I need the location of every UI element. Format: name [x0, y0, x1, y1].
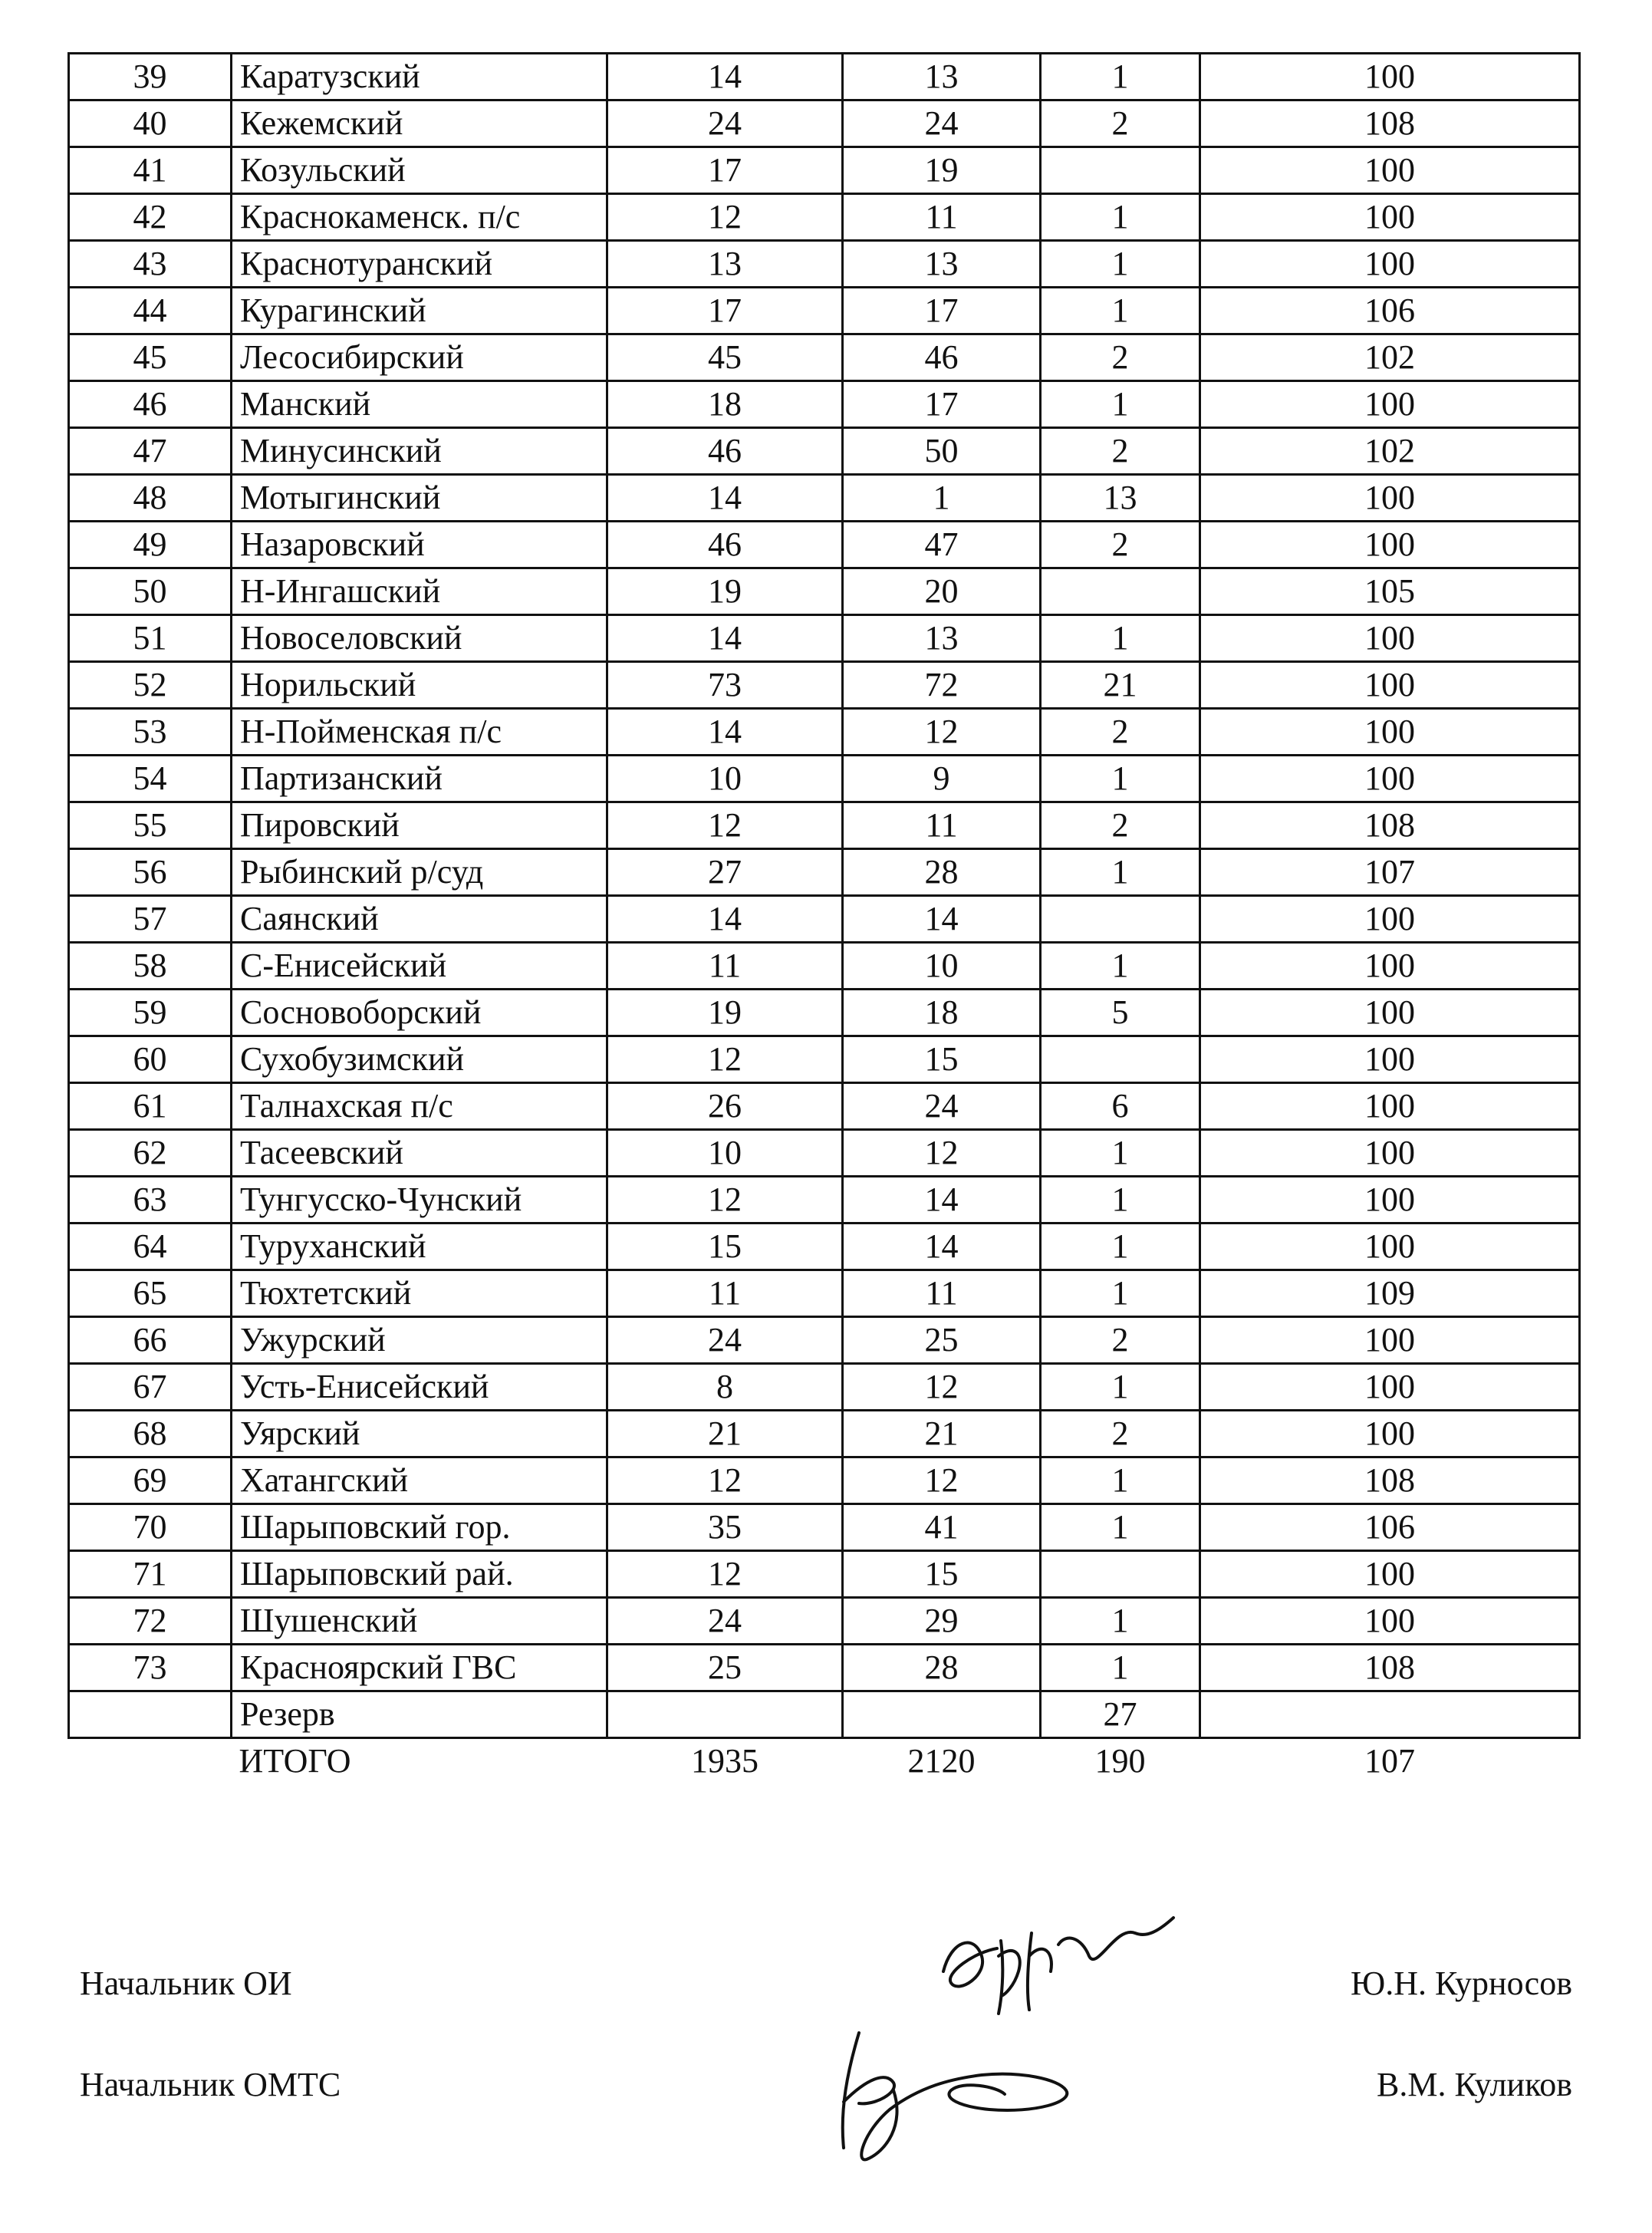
value-cell-3: 2: [1041, 1317, 1200, 1364]
value-cell-2: 15: [843, 1551, 1041, 1598]
value-cell-3: 1: [1041, 241, 1200, 288]
value-cell-3: [1041, 147, 1200, 194]
value-cell-2: 15: [843, 1036, 1041, 1083]
value-cell-2: 28: [843, 1645, 1041, 1691]
row-number-cell: 42: [69, 194, 232, 241]
value-cell-2: 2120: [907, 1742, 976, 1780]
row-number-cell: 63: [69, 1177, 232, 1224]
row-number-cell: 56: [69, 849, 232, 896]
table-row: [69, 990, 1580, 1036]
table-row: [69, 1691, 1580, 1738]
value-cell-2: 18: [843, 990, 1041, 1036]
value-cell-3: 1: [1041, 1270, 1200, 1317]
table-row: [69, 615, 1580, 662]
value-cell-2: [843, 1691, 1041, 1738]
value-cell-3: 1: [1041, 849, 1200, 896]
district-name-cell: Усть-Енисейский: [232, 1364, 607, 1411]
district-name-cell: Пировский: [232, 802, 607, 849]
percent-cell: 100: [1200, 147, 1580, 194]
table-row: [69, 381, 1580, 428]
row-number-cell: 60: [69, 1036, 232, 1083]
row-number-cell: 65: [69, 1270, 232, 1317]
row-number-cell: 51: [69, 615, 232, 662]
value-cell-1: 24: [607, 100, 843, 147]
value-cell-3: 2: [1041, 709, 1200, 756]
value-cell-3: 190: [1094, 1742, 1146, 1780]
value-cell-2: 14: [843, 1177, 1041, 1224]
value-cell-1: 15: [607, 1224, 843, 1270]
district-name-cell: Ужурский: [232, 1317, 607, 1364]
row-number-cell: 49: [69, 522, 232, 568]
value-cell-3: 1: [1041, 1598, 1200, 1645]
value-cell-1: 19: [607, 990, 843, 1036]
percent-cell: 100: [1200, 896, 1580, 943]
district-name-cell: Тасеевский: [232, 1130, 607, 1177]
value-cell-3: 27: [1041, 1691, 1200, 1738]
percent-cell: 100: [1200, 1317, 1580, 1364]
district-name-cell: Туруханский: [232, 1224, 607, 1270]
table-row: [69, 1224, 1580, 1270]
percent-cell: 106: [1200, 1504, 1580, 1551]
row-number-cell: 43: [69, 241, 232, 288]
row-number-cell: 54: [69, 756, 232, 802]
percent-cell: 100: [1200, 1177, 1580, 1224]
value-cell-1: 11: [607, 1270, 843, 1317]
value-cell-3: 2: [1041, 1411, 1200, 1457]
value-cell-2: 11: [843, 194, 1041, 241]
value-cell-3: 2: [1041, 100, 1200, 147]
value-cell-2: 41: [843, 1504, 1041, 1551]
row-number-cell: 52: [69, 662, 232, 709]
district-name-cell: Хатангский: [232, 1457, 607, 1504]
value-cell-1: 46: [607, 522, 843, 568]
value-cell-3: 21: [1041, 662, 1200, 709]
district-name-cell: Шарыповский гор.: [232, 1504, 607, 1551]
table-row: [69, 1551, 1580, 1598]
table-row: [69, 1083, 1580, 1130]
row-number-cell: 67: [69, 1364, 232, 1411]
value-cell-2: 13: [843, 54, 1041, 100]
district-name-cell: Красноярский ГВС: [232, 1645, 607, 1691]
value-cell-3: 1: [1041, 54, 1200, 100]
value-cell-3: 1: [1041, 194, 1200, 241]
row-number-cell: 64: [69, 1224, 232, 1270]
value-cell-3: 1: [1041, 943, 1200, 990]
percent-cell: 100: [1200, 662, 1580, 709]
value-cell-1: 12: [607, 1551, 843, 1598]
value-cell-2: 12: [843, 1457, 1041, 1504]
value-cell-2: 1: [843, 475, 1041, 522]
percent-cell: 100: [1200, 522, 1580, 568]
value-cell-2: 46: [843, 334, 1041, 381]
row-number-cell: 58: [69, 943, 232, 990]
district-name-cell: Лесосибирский: [232, 334, 607, 381]
district-name-cell: Минусинский: [232, 428, 607, 475]
table-row: [69, 849, 1580, 896]
value-cell-3: 13: [1041, 475, 1200, 522]
percent-cell: 100: [1200, 1083, 1580, 1130]
table-row: [69, 428, 1580, 475]
value-cell-1: 14: [607, 709, 843, 756]
percent-cell: 100: [1200, 756, 1580, 802]
value-cell-1: 25: [607, 1645, 843, 1691]
percent-cell: 100: [1200, 1224, 1580, 1270]
value-cell-3: [1041, 1036, 1200, 1083]
district-table: [67, 52, 1581, 1783]
value-cell-1: 12: [607, 1457, 843, 1504]
district-name-cell: Мотыгинский: [232, 475, 607, 522]
percent-cell: 108: [1200, 1457, 1580, 1504]
district-name-cell: Саянский: [232, 896, 607, 943]
value-cell-3: 1: [1041, 1224, 1200, 1270]
row-number-cell: 70: [69, 1504, 232, 1551]
value-cell-1: 26: [607, 1083, 843, 1130]
value-cell-2: 11: [843, 802, 1041, 849]
value-cell-1: 17: [607, 288, 843, 334]
table-row: [69, 522, 1580, 568]
percent-cell: 100: [1200, 194, 1580, 241]
table-row: [69, 1411, 1580, 1457]
row-number-cell: 41: [69, 147, 232, 194]
row-number-cell: 71: [69, 1551, 232, 1598]
value-cell-2: 11: [843, 1270, 1041, 1317]
row-number-cell: [69, 1691, 232, 1738]
table-row: [69, 1504, 1580, 1551]
value-cell-2: 20: [843, 568, 1041, 615]
table-row: [69, 1036, 1580, 1083]
value-cell-2: 13: [843, 241, 1041, 288]
table-row: [69, 1364, 1580, 1411]
row-number-cell: 73: [69, 1645, 232, 1691]
percent-cell: [1200, 1691, 1580, 1738]
row-number-cell: [69, 1738, 232, 1784]
row-number-cell: 55: [69, 802, 232, 849]
value-cell-3: 1: [1041, 1177, 1200, 1224]
table-row: [69, 802, 1580, 849]
value-cell-1: 18: [607, 381, 843, 428]
value-cell-2: 24: [843, 100, 1041, 147]
table-row: [69, 1598, 1580, 1645]
district-name-cell: Шарыповский рай.: [232, 1551, 607, 1598]
value-cell-3: [1041, 568, 1200, 615]
table-row: [69, 100, 1580, 147]
signatory-role: Начальник ОМТС: [80, 2066, 341, 2103]
percent-cell: 100: [1200, 1364, 1580, 1411]
district-name-cell: Козульский: [232, 147, 607, 194]
table-row: [69, 147, 1580, 194]
table-row: [69, 475, 1580, 522]
percent-cell: 107: [1200, 849, 1580, 896]
table-row: [69, 896, 1580, 943]
district-name-cell: Шушенский: [232, 1598, 607, 1645]
percent-cell: 100: [1200, 1551, 1580, 1598]
value-cell-2: 14: [843, 1224, 1041, 1270]
value-cell-3: 2: [1041, 334, 1200, 381]
percent-cell: 100: [1200, 1598, 1580, 1645]
row-number-cell: 46: [69, 381, 232, 428]
value-cell-1: 24: [607, 1317, 843, 1364]
row-number-cell: 59: [69, 990, 232, 1036]
row-number-cell: 66: [69, 1317, 232, 1364]
value-cell-2: 72: [843, 662, 1041, 709]
percent-cell: 100: [1200, 990, 1580, 1036]
value-cell-1: 10: [607, 756, 843, 802]
value-cell-2: 13: [843, 615, 1041, 662]
handwritten-signature-kurnosov: [928, 1910, 1189, 2025]
district-name-cell: Краснокаменск. п/с: [232, 194, 607, 241]
percent-cell: 102: [1200, 428, 1580, 475]
value-cell-3: 2: [1041, 802, 1200, 849]
district-name-cell: Уярский: [232, 1411, 607, 1457]
value-cell-1: 14: [607, 475, 843, 522]
district-name-cell: Сухобузимский: [232, 1036, 607, 1083]
value-cell-3: 1: [1041, 756, 1200, 802]
value-cell-1: 12: [607, 194, 843, 241]
table-row: [69, 288, 1580, 334]
percent-cell: 100: [1200, 54, 1580, 100]
district-name-cell: Рыбинский р/суд: [232, 849, 607, 896]
row-number-cell: 68: [69, 1411, 232, 1457]
value-cell-1: 1935: [691, 1742, 759, 1780]
value-cell-1: 21: [607, 1411, 843, 1457]
value-cell-1: [607, 1691, 843, 1738]
value-cell-2: 28: [843, 849, 1041, 896]
value-cell-3: 1: [1041, 1504, 1200, 1551]
value-cell-2: 29: [843, 1598, 1041, 1645]
district-name-cell: Краснотуранский: [232, 241, 607, 288]
district-name-cell: Кежемский: [232, 100, 607, 147]
percent-cell: 105: [1200, 568, 1580, 615]
value-cell-2: 12: [843, 709, 1041, 756]
table-row: [69, 54, 1580, 100]
value-cell-2: 17: [843, 381, 1041, 428]
value-cell-2: 9: [843, 756, 1041, 802]
value-cell-3: 6: [1041, 1083, 1200, 1130]
table-row: [69, 709, 1580, 756]
row-number-cell: 61: [69, 1083, 232, 1130]
value-cell-1: 14: [607, 896, 843, 943]
value-cell-1: 24: [607, 1598, 843, 1645]
row-number-cell: 40: [69, 100, 232, 147]
value-cell-1: 46: [607, 428, 843, 475]
value-cell-2: 19: [843, 147, 1041, 194]
value-cell-3: 1: [1041, 615, 1200, 662]
percent-cell: 100: [1200, 1411, 1580, 1457]
district-name-cell: С-Енисейский: [232, 943, 607, 990]
district-name-cell: Манский: [232, 381, 607, 428]
value-cell-3: 2: [1041, 522, 1200, 568]
district-name-cell: Норильский: [232, 662, 607, 709]
table-row: [69, 1177, 1580, 1224]
percent-cell: 106: [1200, 288, 1580, 334]
percent-cell: 100: [1200, 381, 1580, 428]
row-number-cell: 57: [69, 896, 232, 943]
value-cell-3: 1: [1041, 1457, 1200, 1504]
percent-cell: 100: [1200, 475, 1580, 522]
value-cell-1: 73: [607, 662, 843, 709]
value-cell-2: 24: [843, 1083, 1041, 1130]
table-row: [69, 756, 1580, 802]
value-cell-2: 10: [843, 943, 1041, 990]
table-row: [69, 194, 1580, 241]
percent-cell: 100: [1200, 615, 1580, 662]
value-cell-1: 8: [607, 1364, 843, 1411]
value-cell-2: 14: [843, 896, 1041, 943]
table-row: [69, 1130, 1580, 1177]
value-cell-1: 17: [607, 147, 843, 194]
table-row: [69, 1270, 1580, 1317]
percent-cell: 100: [1200, 1130, 1580, 1177]
row-number-cell: 45: [69, 334, 232, 381]
table-row: [69, 1317, 1580, 1364]
district-name-cell: Новоселовский: [232, 615, 607, 662]
row-number-cell: 48: [69, 475, 232, 522]
row-number-cell: 62: [69, 1130, 232, 1177]
value-cell-2: 21: [843, 1411, 1041, 1457]
district-name-cell: Н-Пойменская п/с: [232, 709, 607, 756]
row-number-cell: 69: [69, 1457, 232, 1504]
value-cell-1: 35: [607, 1504, 843, 1551]
table-row: [69, 943, 1580, 990]
signatory-role: Начальник ОИ: [80, 1965, 292, 2002]
table-row: [69, 1457, 1580, 1504]
district-name-cell: Назаровский: [232, 522, 607, 568]
table-row: [69, 241, 1580, 288]
row-number-cell: 39: [69, 54, 232, 100]
value-cell-2: 47: [843, 522, 1041, 568]
table-row: [69, 662, 1580, 709]
percent-cell: 109: [1200, 1270, 1580, 1317]
value-cell-1: 27: [607, 849, 843, 896]
table-row: [69, 334, 1580, 381]
district-name-cell: Курагинский: [232, 288, 607, 334]
row-number-cell: 44: [69, 288, 232, 334]
value-cell-3: 1: [1041, 1645, 1200, 1691]
district-name-cell: Сосновоборский: [232, 990, 607, 1036]
value-cell-1: 14: [607, 615, 843, 662]
value-cell-1: 10: [607, 1130, 843, 1177]
percent-cell: 100: [1200, 241, 1580, 288]
signatory-name: В.М. Куликов: [1377, 2066, 1572, 2103]
row-number-cell: 53: [69, 709, 232, 756]
district-name-cell: Партизанский: [232, 756, 607, 802]
value-cell-3: 1: [1041, 1130, 1200, 1177]
value-cell-3: [1041, 896, 1200, 943]
value-cell-2: 25: [843, 1317, 1041, 1364]
value-cell-1: 45: [607, 334, 843, 381]
district-name-cell: Тюхтетский: [232, 1270, 607, 1317]
district-name-cell: Резерв: [232, 1691, 607, 1738]
value-cell-1: 13: [607, 241, 843, 288]
percent-cell: 102: [1200, 334, 1580, 381]
percent-cell: 108: [1200, 1645, 1580, 1691]
table-row: [69, 568, 1580, 615]
percent-cell: 107: [1364, 1742, 1415, 1780]
value-cell-2: 12: [843, 1130, 1041, 1177]
value-cell-1: 12: [607, 802, 843, 849]
value-cell-2: 50: [843, 428, 1041, 475]
percent-cell: 100: [1200, 1036, 1580, 1083]
percent-cell: 108: [1200, 100, 1580, 147]
value-cell-1: 19: [607, 568, 843, 615]
district-name-cell: Талнахская п/с: [232, 1083, 607, 1130]
value-cell-3: 1: [1041, 381, 1200, 428]
table-row: [69, 1645, 1580, 1691]
value-cell-3: [1041, 1551, 1200, 1598]
percent-cell: 100: [1200, 709, 1580, 756]
row-number-cell: 47: [69, 428, 232, 475]
signature-row-oi: [0, 1964, 1652, 2010]
value-cell-2: 17: [843, 288, 1041, 334]
value-cell-3: 2: [1041, 428, 1200, 475]
total-row: [69, 1738, 1580, 1784]
row-number-cell: 50: [69, 568, 232, 615]
value-cell-3: 1: [1041, 1364, 1200, 1411]
percent-cell: 100: [1200, 943, 1580, 990]
signatory-name: Ю.Н. Курносов: [1351, 1965, 1572, 2002]
district-name-cell: Н-Ингашский: [232, 568, 607, 615]
row-number-cell: 72: [69, 1598, 232, 1645]
value-cell-3: 5: [1041, 990, 1200, 1036]
district-name-cell: Каратузский: [232, 54, 607, 100]
value-cell-2: 12: [843, 1364, 1041, 1411]
handwritten-signature-kulikov: [813, 2017, 1089, 2171]
district-name-cell: ИТОГО: [239, 1742, 351, 1780]
value-cell-1: 14: [607, 54, 843, 100]
table-body: [69, 54, 1580, 1784]
percent-cell: 108: [1200, 802, 1580, 849]
value-cell-1: 12: [607, 1036, 843, 1083]
district-name-cell: Тунгусско-Чунский: [232, 1177, 607, 1224]
value-cell-1: 12: [607, 1177, 843, 1224]
value-cell-1: 11: [607, 943, 843, 990]
value-cell-3: 1: [1041, 288, 1200, 334]
